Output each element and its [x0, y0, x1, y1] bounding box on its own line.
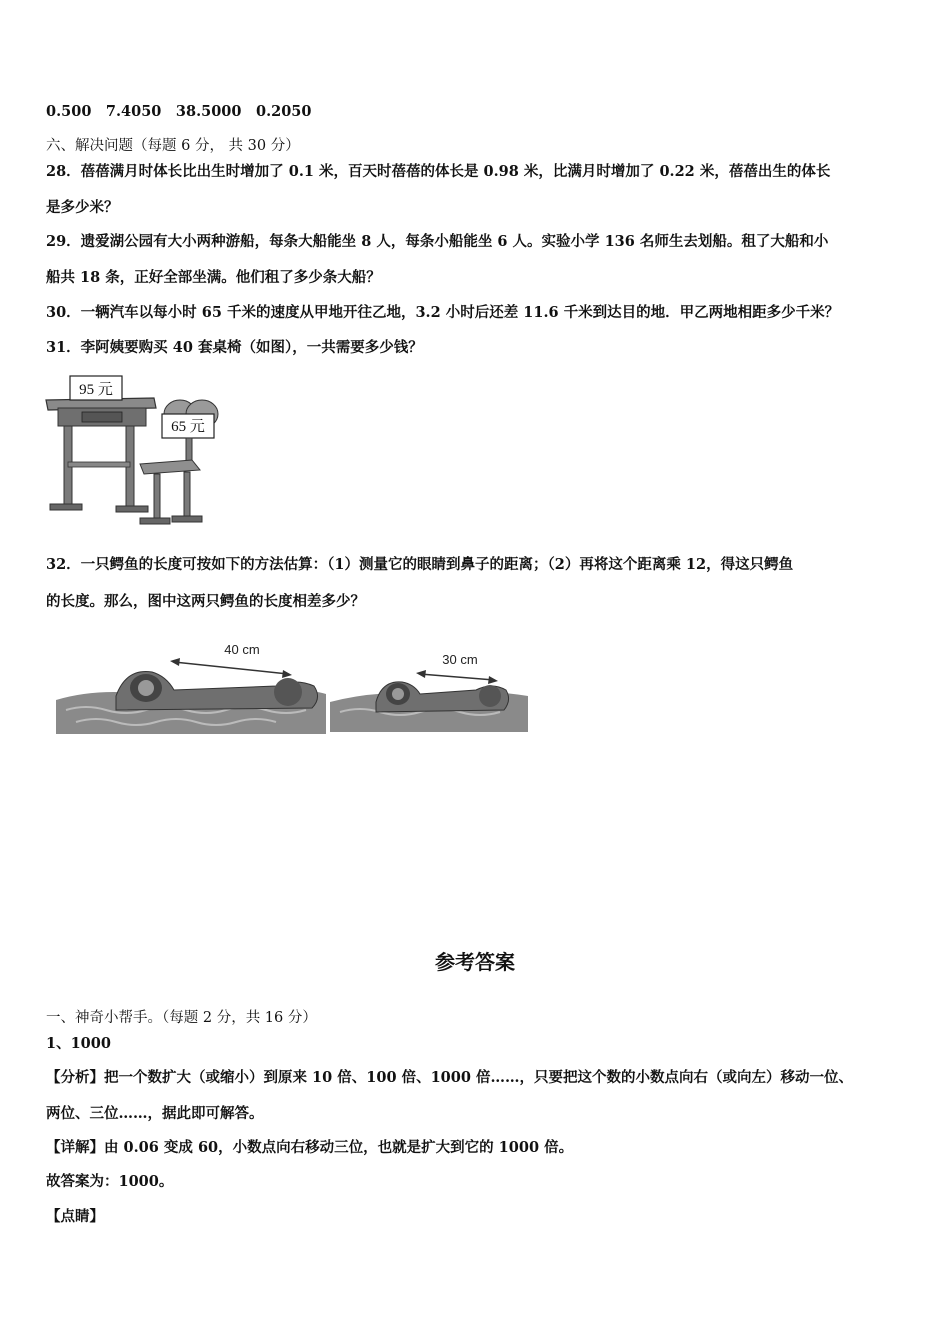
comment: 【点睛】	[46, 1208, 104, 1225]
desk-chair-image	[44, 370, 224, 532]
answer-1: 1、1000	[46, 1035, 111, 1052]
q28-line1: 28．蓓蓓满月时体长比出生时增加了 0.1 米，百天时蓓蓓的体长是 0.98 米，比满月时增加了 0.22 米，蓓蓓出生的体长	[46, 163, 831, 180]
answers-title: 参考答案	[435, 950, 515, 974]
section6-heading: 六、解决问题（每题 6 分， 共 30 分）	[46, 138, 300, 154]
chair-price-label: 65 元	[171, 419, 205, 435]
analysis-line1: 【分析】把一个数扩大（或缩小）到原来 10 倍、100 倍、1000 倍……，只要把这个数的小数点向右（或向左）移动一位、	[46, 1069, 853, 1086]
q32-line2: 的长度。那么，图中这两只鳄鱼的长度相差多少？	[46, 593, 365, 610]
croc2-distance-label: 30 cm	[442, 652, 478, 667]
croc1-distance-label: 40 cm	[224, 642, 260, 657]
q29-line1: 29．遗爱湖公园有大小两种游船，每条大船能坐 8 人，每条小船能坐 6 人。实验小学 136 名师生去划船。租了大船和小	[46, 233, 829, 250]
crocodiles-image	[56, 628, 532, 738]
conclusion: 故答案为：1000。	[46, 1173, 174, 1190]
q30: 30．一辆汽车以每小时 65 千米的速度从甲地开往乙地，3.2 小时后还差 11.6 千米到达目的地．甲乙两地相距多少千米？	[46, 304, 840, 321]
q29-line2: 船共 18 条，正好全部坐满。他们租了多少条大船？	[46, 269, 381, 286]
top-numbers: 0.500 7.4050 38.5000 0.2050	[46, 103, 312, 120]
q31: 31．李阿姨要购买 40 套桌椅（如图），一共需要多少钱？	[46, 339, 423, 356]
q28-line2: 是多少米？	[46, 199, 119, 216]
detail: 【详解】由 0.06 变成 60，小数点向右移动三位，也就是扩大到它的 1000 倍。	[46, 1139, 574, 1156]
desk-price-label: 95 元	[79, 382, 113, 398]
analysis-line2: 两位、三位……，据此即可解答。	[46, 1105, 264, 1122]
q32-line1: 32．一只鳄鱼的长度可按如下的方法估算：（1）测量它的眼睛到鼻子的距离；（2）再将这个距离乘 12，得这只鳄鱼	[46, 556, 794, 573]
answers-section1-heading: 一、神奇小帮手。（每题 2 分，共 16 分）	[46, 1010, 317, 1026]
